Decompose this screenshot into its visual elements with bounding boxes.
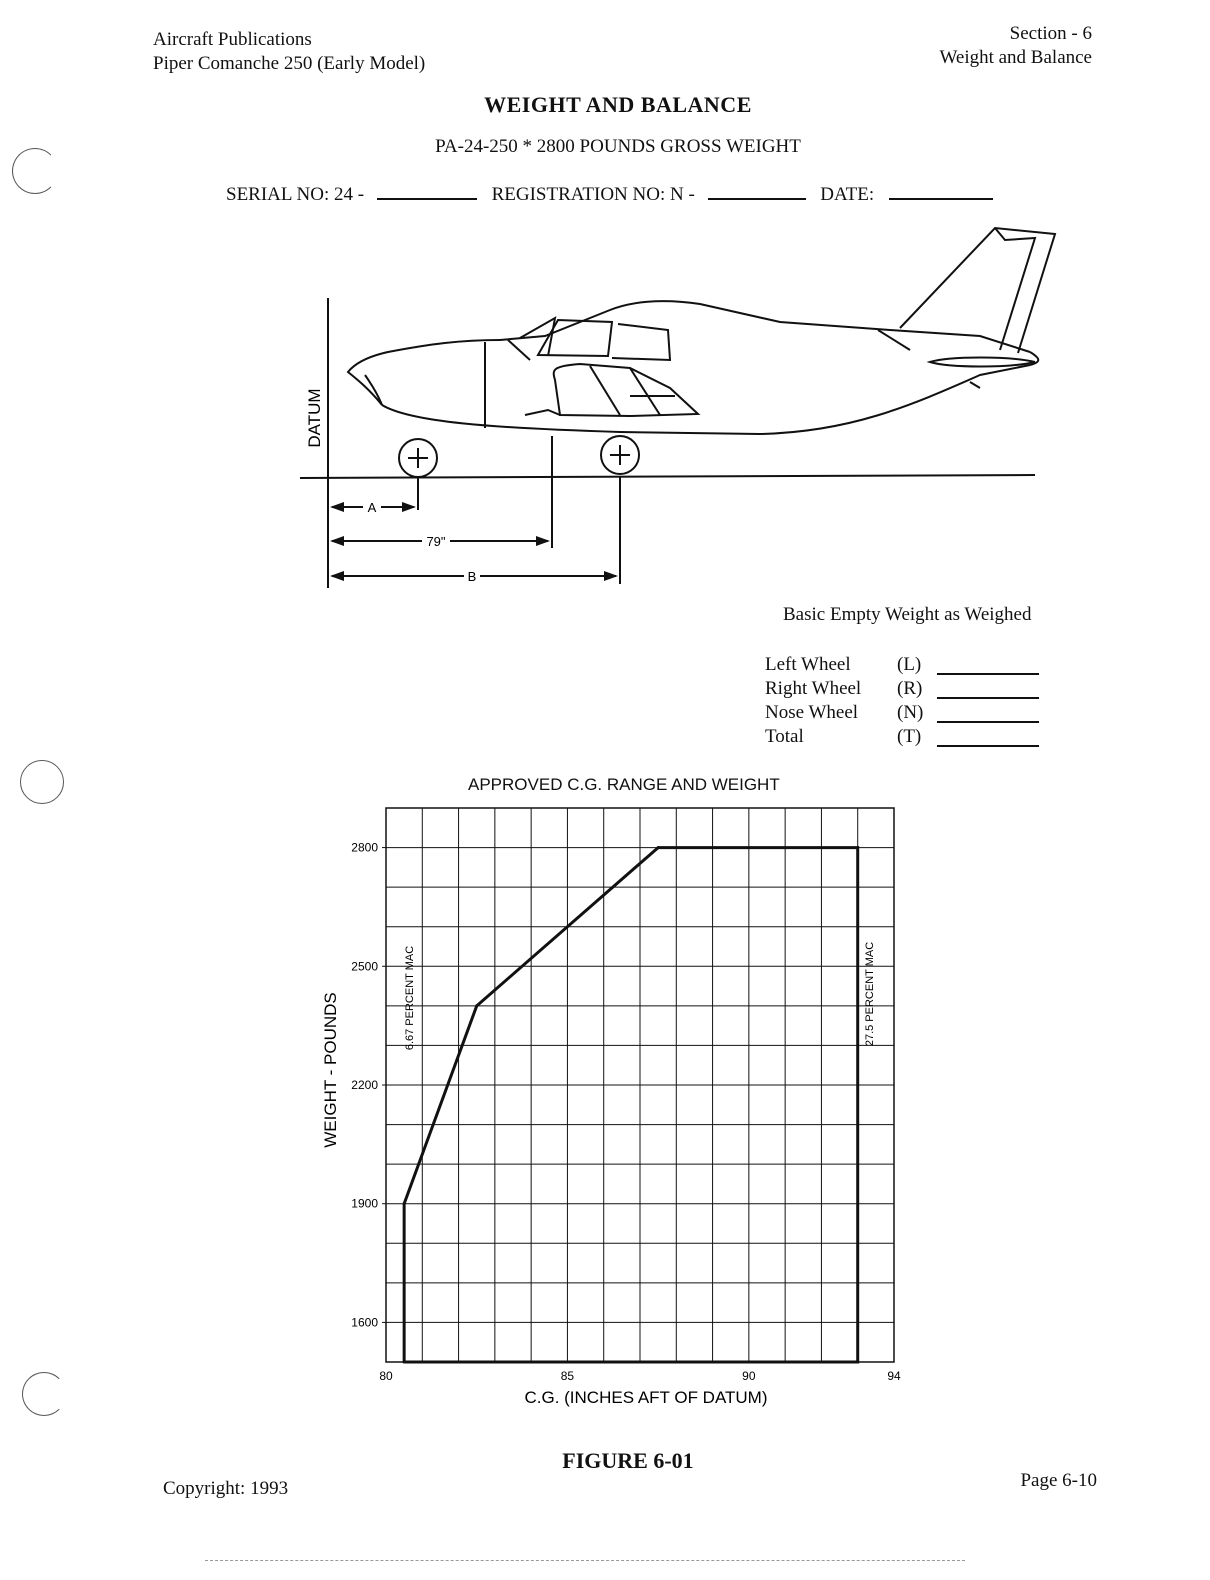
- x-axis-label: C.G. (INCHES AFT OF DATUM): [524, 1388, 768, 1407]
- cg-envelope-point: [475, 1004, 478, 1007]
- x-tick-label: 94: [887, 1369, 901, 1383]
- y-tick-label: 1600: [351, 1315, 378, 1330]
- weight-code-total: (T): [897, 726, 922, 747]
- y-axis-label: WEIGHT - POUNDS: [321, 992, 340, 1148]
- datum-label: DATUM: [305, 388, 324, 448]
- weight-row-left: [765, 653, 851, 677]
- y-tick-label: 2800: [351, 840, 378, 855]
- registration-label: REGISTRATION NO: N -: [491, 184, 695, 205]
- cg-envelope-point: [856, 846, 859, 849]
- cg-envelope-point: [403, 1202, 406, 1205]
- chart-title: APPROVED C.G. RANGE AND WEIGHT: [468, 775, 780, 794]
- weight-code-right: (R): [897, 678, 923, 699]
- empty-weight-heading: Basic Empty Weight as Weighed: [783, 604, 1032, 625]
- fuselage: [382, 365, 1030, 434]
- empty-weight-table: [765, 653, 1055, 753]
- dimension-79-label: 79": [426, 534, 446, 549]
- weight-row-nose: [765, 701, 858, 725]
- scan-edge-line: [205, 1560, 965, 1561]
- copyright: Copyright: 1993: [163, 1478, 289, 1499]
- section-number: Section - 6: [1009, 23, 1092, 44]
- figure-caption: FIGURE 6-01: [562, 1448, 694, 1473]
- weight-code-left: (L): [897, 654, 922, 675]
- x-tick-label: 80: [379, 1369, 393, 1383]
- y-tick-label: 1900: [351, 1196, 378, 1211]
- row-label: Left Wheel: [765, 654, 851, 675]
- dimension-a-label: A: [367, 500, 377, 515]
- x-tick-label: 85: [560, 1369, 575, 1383]
- section-title: Weight and Balance: [939, 47, 1092, 68]
- publisher-name: Aircraft Publications: [153, 29, 312, 50]
- weight-row-right: [765, 677, 861, 701]
- date-field[interactable]: [889, 180, 993, 200]
- cg-envelope-point: [856, 1361, 859, 1364]
- aircraft-diagram: [290, 210, 1080, 600]
- cg-envelope-point: [657, 846, 660, 849]
- weight-row-total: [765, 725, 804, 749]
- page-number: Page 6-10: [1020, 1470, 1097, 1491]
- aircraft-model: Piper Comanche 250 (Early Model): [153, 53, 426, 74]
- serial-field[interactable]: [377, 180, 477, 200]
- row-label: Right Wheel: [765, 678, 862, 699]
- header-left: [153, 28, 425, 76]
- date-label: DATE:: [820, 184, 875, 205]
- cg-range-chart: [300, 800, 920, 1420]
- cg-envelope-point: [403, 1361, 406, 1364]
- page-subtitle: PA-24-250 * 2800 POUNDS GROSS WEIGHT: [435, 136, 801, 157]
- weight-entry-left[interactable]: [937, 673, 1039, 675]
- punch-hole-mark: [20, 760, 64, 804]
- serial-label: SERIAL NO: 24 -: [226, 184, 365, 205]
- registration-field[interactable]: [708, 180, 806, 200]
- weight-entry-total[interactable]: [937, 745, 1039, 747]
- page-title: WEIGHT AND BALANCE: [484, 92, 752, 117]
- annotation-27-5-mac: 27.5 PERCENT MAC: [864, 941, 876, 1047]
- form-fields-row: [226, 180, 993, 206]
- punch-hole-mark: [22, 1372, 66, 1416]
- x-tick-label: 90: [742, 1369, 756, 1383]
- cg-envelope-line: [404, 848, 858, 1362]
- row-label: Total: [765, 726, 804, 747]
- weight-entry-nose[interactable]: [937, 721, 1039, 723]
- dimension-b-label: B: [467, 569, 477, 584]
- header-right: [939, 22, 1092, 70]
- weight-code-nose: (N): [897, 702, 924, 723]
- row-label: Nose Wheel: [765, 702, 859, 723]
- weight-entry-right[interactable]: [937, 697, 1039, 699]
- annotation-6-67-mac: 6.67 PERCENT MAC: [404, 945, 416, 1051]
- y-tick-label: 2500: [351, 959, 378, 974]
- y-tick-label: 2200: [351, 1078, 378, 1092]
